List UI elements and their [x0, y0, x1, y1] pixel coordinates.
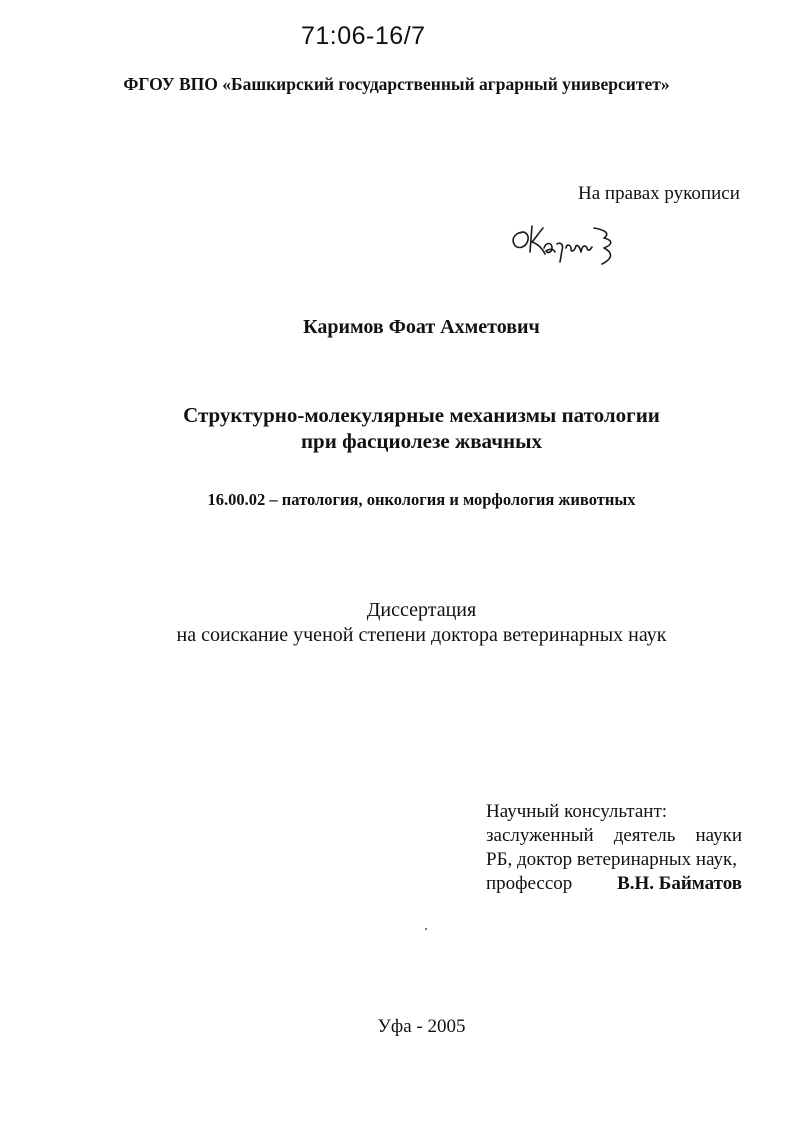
- scientific-consultant: [486, 800, 742, 896]
- dissertation-title: [0, 402, 793, 454]
- archive-code: 71:06-16/7: [301, 22, 426, 50]
- manuscript-note: На правах рукописи: [578, 183, 740, 204]
- consultant-name: В.Н. Байматов: [617, 873, 742, 894]
- consultant-title-line: заслуженный деятель науки: [486, 825, 742, 846]
- institution-name: ФГОУ ВПО «Башкирский государственный аграрный университет»: [123, 74, 670, 94]
- title-line: при фасциолезе жвачных: [300, 429, 543, 453]
- degree-statement: [0, 598, 793, 648]
- consultant-degree-line: РБ, доктор ветеринарных наук,: [486, 849, 738, 870]
- city-year: Уфа - 2005: [377, 1016, 466, 1037]
- consultant-rank-row: [486, 872, 742, 896]
- degree-description: на соискание ученой степени доктора ветеринарных наук: [176, 624, 667, 646]
- author-name: Каримов Фоат Ахметович: [303, 316, 540, 338]
- handwritten-signature: [508, 218, 633, 276]
- degree-type: Диссертация: [366, 599, 477, 621]
- title-line: Структурно-молекулярные механизмы патологии: [183, 403, 660, 427]
- consultant-heading: Научный консультант:: [486, 801, 668, 822]
- specialty-code: 16.00.02 – патология, онкология и морфология животных: [207, 490, 636, 509]
- consultant-rank: профессор: [486, 873, 573, 894]
- scan-speck: [425, 928, 427, 930]
